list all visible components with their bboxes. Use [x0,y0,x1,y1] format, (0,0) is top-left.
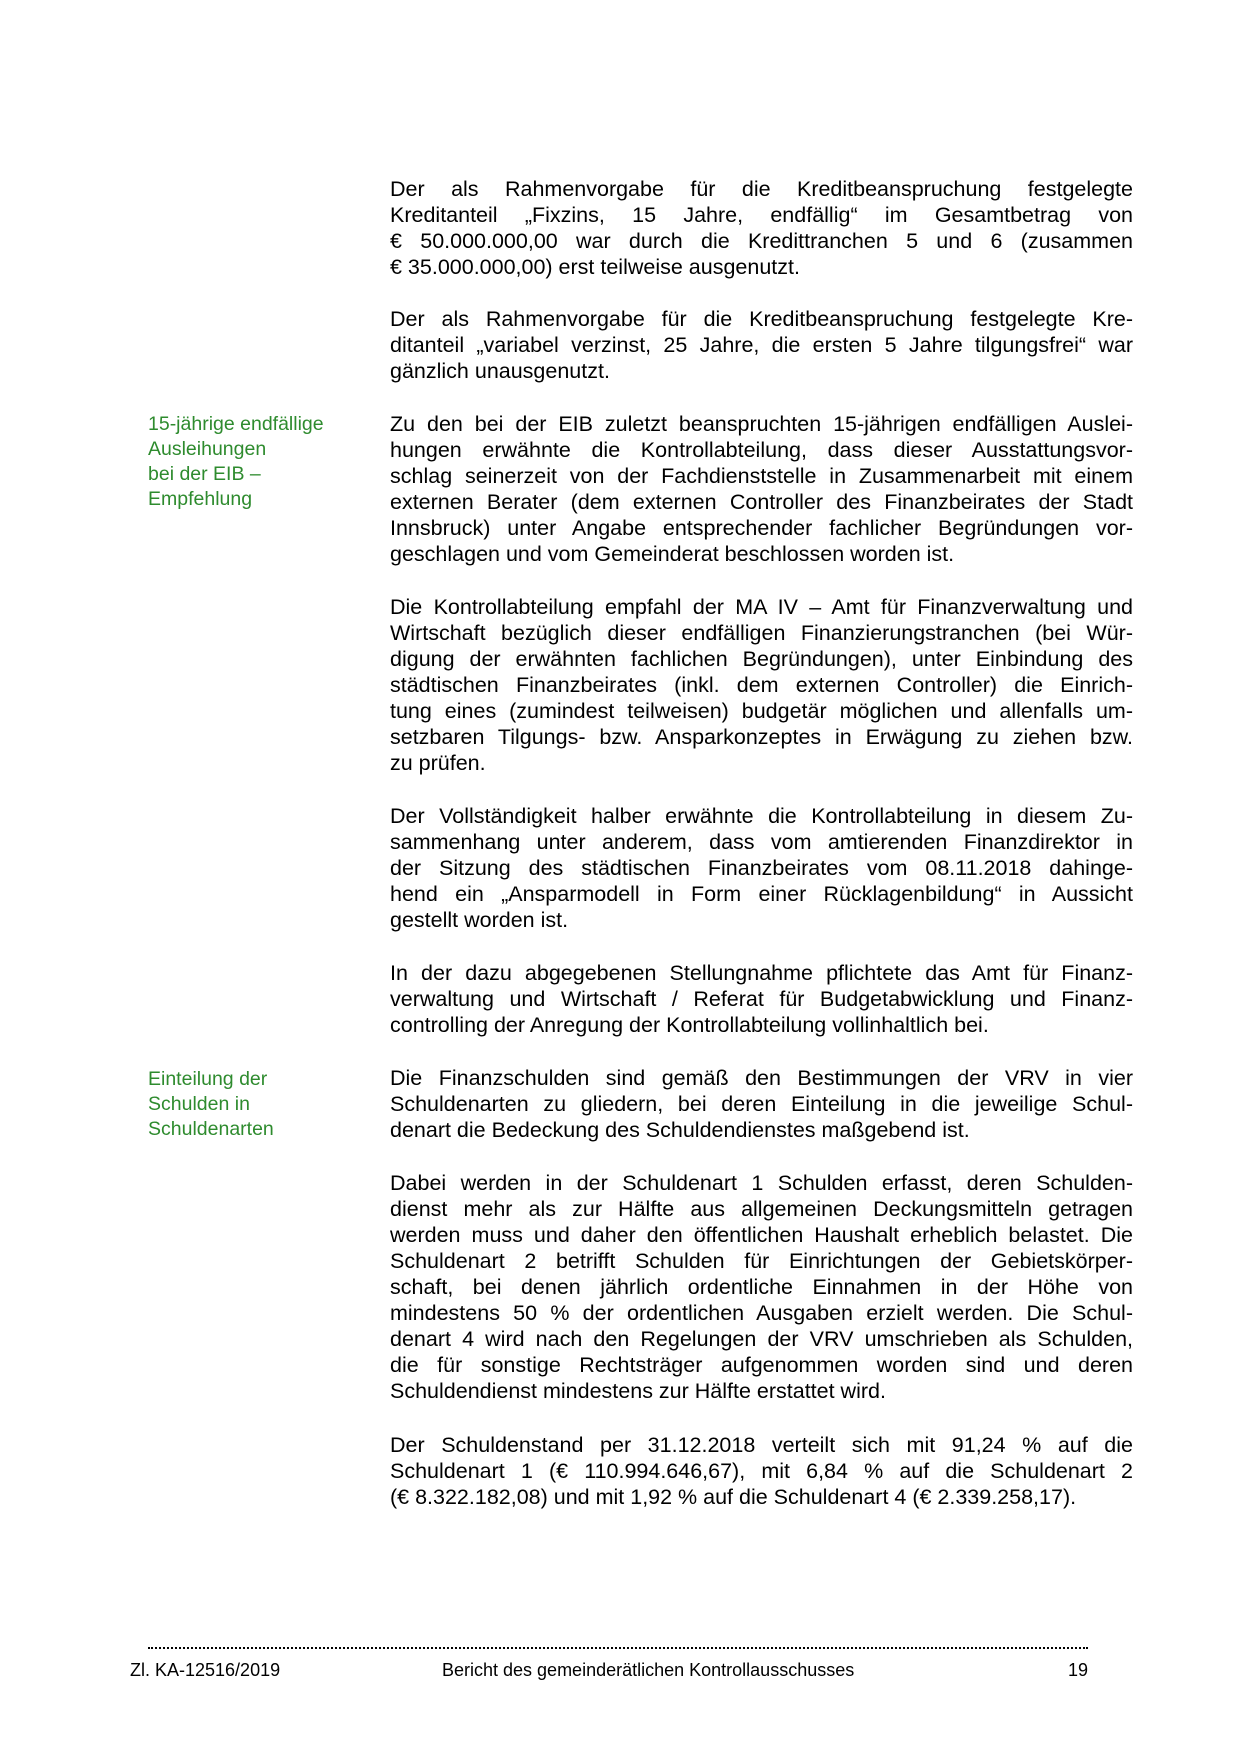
sidenote-eib-recommendation [148,412,358,512]
text-line: geschlagen und vom Gemeinderat beschlossen worden ist. [390,542,955,566]
text-line: Dabei werden in der Schuldenart 1 Schulden erfasst, deren Schulden- [390,1171,1133,1195]
text-line: zu prüfen. [390,751,486,775]
text-line: (€ 8.322.182,08) und mit 1,92 % auf die Schuldenart 4 (€ 2.339.258,17). [390,1485,1077,1509]
text-line: verwaltung und Wirtschaft / Referat für Budgetabwicklung und Finanz- [390,987,1133,1011]
text-line: werden muss und daher den öffentlichen Haushalt erheblich belastet. Die [390,1223,1133,1247]
paragraph-statement [390,960,1133,1038]
text-line: Die Kontrollabteilung empfahl der MA IV – Amt für Finanzverwaltung und [390,595,1133,619]
text-line: gänzlich unausgenutzt. [390,359,610,383]
sidenote-line: Schuldenarten [148,1118,274,1140]
text-line: städtischen Finanzbeirates (inkl. dem externen Controller) die Einrich- [390,673,1133,697]
text-line: hungen erwähnte die Kontrollabteilung, dass dieser Ausstattungsvor- [390,438,1133,462]
text-line: digung der erwähnten fachlichen Begründungen), unter Einbindung des [390,647,1133,671]
paragraph-recommendation [390,594,1133,776]
text-line: sammenhang unter anderem, dass vom amtierenden Finanzdirektor in [390,830,1133,854]
sidenote-line: Schulden in [148,1093,250,1115]
text-line: Der Vollständigkeit halber erwähnte die Kontrollabteilung in diesem Zu- [390,804,1133,828]
sidenote-debt-classification [148,1067,358,1142]
page-number: 19 [1068,1660,1089,1680]
paragraph-completeness [390,803,1133,933]
paragraph-debt-type-definitions [390,1170,1133,1404]
text-line: der Sitzung des städtischen Finanzbeirates vom 08.11.2018 dahinge- [390,856,1133,880]
text-line: Schuldenarten zu gliedern, bei deren Einteilung in die jeweilige Schul- [390,1092,1133,1116]
text-line: In der dazu abgegebenen Stellungnahme pflichtete das Amt für Finanz- [390,961,1133,985]
text-line: Schuldenart 2 betrifft Schulden für Einrichtungen der Gebietskörper- [390,1249,1133,1273]
text-line: Kreditanteil „Fixzins, 15 Jahre, endfällig“ im Gesamtbetrag von [390,203,1133,227]
sidenote-line: Empfehlung [148,488,253,510]
text-line: mindestens 50 % der ordentlichen Ausgaben erzielt werden. Die Schul- [390,1301,1133,1325]
paragraph-debt-types [390,1065,1133,1143]
text-line: dienst mehr als zur Hälfte aus allgemeinen Deckungsmitteln getragen [390,1197,1133,1221]
text-line: Schuldenart 1 (€ 110.994.646,67), mit 6,84 % auf die Schuldenart 2 [390,1459,1133,1483]
text-line: schaft, bei denen jährlich ordentliche Einnahmen in der Höhe von [390,1275,1133,1299]
text-line: externen Berater (dem externen Controller des Finanzbeirates der Stadt [390,490,1133,514]
text-line: ditanteil „variabel verzinst, 25 Jahre, die ersten 5 Jahre tilgungsfrei“ war [390,333,1133,357]
text-line: Schuldendienst mindestens zur Hälfte erstattet wird. [390,1379,886,1403]
footer-reference: Zl. KA-12516/2019 [130,1660,281,1680]
text-line: Innsbruck) unter Angabe entsprechender fachlicher Begründungen vor- [390,516,1133,540]
text-line: denart die Bedeckung des Schuldendienstes maßgebend ist. [390,1118,970,1142]
sidenote-line: Einteilung der [148,1068,268,1090]
text-line: Zu den bei der EIB zuletzt beanspruchten 15-jährigen endfälligen Auslei- [390,412,1133,436]
sidenote-line: bei der EIB – [148,463,261,485]
text-line: controlling der Anregung der Kontrollabteilung vollinhaltlich bei. [390,1013,989,1037]
paragraph-variable-framework [390,306,1133,384]
sidenote-line: Ausleihungen [148,438,267,460]
paragraph-fixzins-framework [390,176,1133,280]
text-line: Die Finanzschulden sind gemäß den Bestimmungen der VRV in vier [390,1066,1133,1090]
text-line: Der als Rahmenvorgabe für die Kreditbeanspruchung festgelegte [390,177,1133,201]
text-line: die für sonstige Rechtsträger aufgenommen worden sind und deren [390,1353,1133,1377]
text-line: denart 4 wird nach den Regelungen der VRV umschrieben als Schulden, [390,1327,1133,1351]
footer-divider [148,1647,1088,1649]
text-line: € 35.000.000,00) erst teilweise ausgenutzt. [390,255,800,279]
text-line: tung eines (zumindest teilweisen) budgetär möglichen und allenfalls um- [390,699,1133,723]
paragraph-debt-distribution [390,1432,1133,1510]
sidenote-line: 15-jährige endfällige [148,413,324,435]
text-line: setzbaren Tilgungs- bzw. Ansparkonzeptes in Erwägung zu ziehen bzw. [390,725,1133,749]
text-line: hend ein „Ansparmodell in Form einer Rücklagenbildung“ in Aussicht [390,882,1133,906]
text-line: Der Schuldenstand per 31.12.2018 verteilt sich mit 91,24 % auf die [390,1433,1133,1457]
text-line: schlag seinerzeit von der Fachdienststelle in Zusammenarbeit mit einem [390,464,1133,488]
text-line: Wirtschaft bezüglich dieser endfälligen Finanzierungstranchen (bei Wür- [390,621,1133,645]
text-line: Der als Rahmenvorgabe für die Kreditbeanspruchung festgelegte Kre- [390,307,1133,331]
text-line: gestellt worden ist. [390,908,569,932]
text-line: € 50.000.000,00 war durch die Kredittranchen 5 und 6 (zusammen [390,229,1133,253]
footer-title: Bericht des gemeinderätlichen Kontrollausschusses [442,1660,855,1680]
paragraph-eib-loans [390,411,1133,567]
